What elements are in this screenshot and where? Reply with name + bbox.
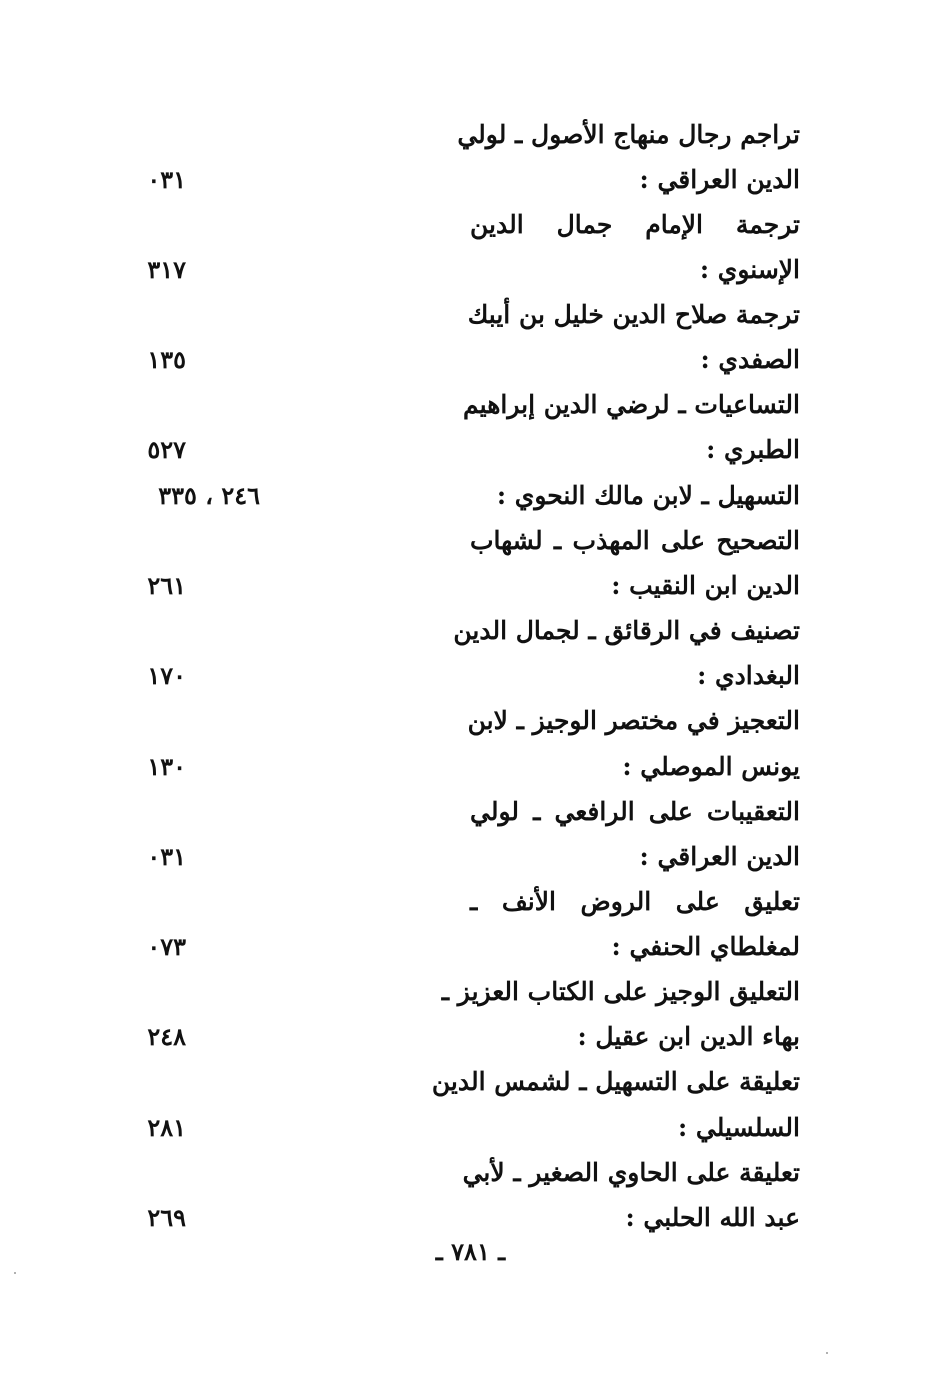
index-entry-line <box>0 790 941 834</box>
index-entry-line <box>0 925 941 969</box>
entry-title: لمغلطاي الحنفي : <box>611 932 800 961</box>
entry-title: البغدادي : <box>697 661 800 690</box>
entry-title: الدين العراقي : <box>639 165 800 194</box>
index-entry-line <box>0 609 941 653</box>
entry-title: التعجيز في مختصر الوجيز ـ لابن <box>467 706 800 735</box>
page-number: ـ ٧٨١ ـ <box>435 1237 506 1266</box>
index-entry-line <box>0 970 941 1014</box>
entry-title: تعليقة على الحاوي الصغير ـ لأبي <box>462 1158 800 1187</box>
scan-speck <box>14 1272 16 1274</box>
entry-pages <box>120 519 186 563</box>
entry-title: الطبري : <box>706 435 800 464</box>
index-entry-line <box>0 835 941 879</box>
entry-pages <box>120 113 186 157</box>
index-entry-line <box>0 519 941 563</box>
entry-pages: ٠٧٣ <box>147 932 186 961</box>
index-entry-line <box>0 745 941 789</box>
entry-title: يونس الموصلي : <box>622 752 800 781</box>
index-entry-line <box>0 338 941 382</box>
index-entry-line <box>0 880 941 924</box>
index-entry-line <box>0 654 941 698</box>
entry-pages: ١٧٠ <box>147 661 186 690</box>
entry-pages <box>120 1060 186 1104</box>
entry-pages: ١٣٥ <box>147 345 186 374</box>
entry-title: عبد الله الحلبي : <box>625 1203 800 1232</box>
index-entry-line <box>0 158 941 202</box>
entry-title: بهاء الدين ابن عقيل : <box>577 1022 800 1051</box>
entry-pages: ٢٤٨ <box>147 1022 186 1051</box>
index-entry-line <box>0 699 941 743</box>
index-entry-line <box>0 1106 941 1150</box>
entry-pages <box>120 609 186 653</box>
index-entry-line <box>0 428 941 472</box>
entry-title: التساعيات ـ لرضي الدين إبراهيم <box>463 390 800 419</box>
entry-pages: ٢٤٦ ، ٣٣٥ <box>158 481 260 510</box>
entry-pages: ٥٢٧ <box>147 435 186 464</box>
entry-title: تصنيف في الرقائق ـ لجمال الدين <box>453 616 800 645</box>
entry-title: الصفدي : <box>700 345 800 374</box>
index-entry-line <box>0 248 941 292</box>
entry-pages: ٠٣١ <box>147 165 186 194</box>
entry-pages <box>120 1151 186 1195</box>
entry-title: الدين العراقي : <box>639 842 800 871</box>
entry-title: تعليق على الروض الأنف ـ <box>470 887 800 916</box>
index-entry-line <box>0 564 941 608</box>
entry-title: تراجم رجال منهاج الأصول ـ لولي <box>457 120 800 149</box>
index-entry-line <box>0 1151 941 1195</box>
entry-pages <box>120 383 186 427</box>
entry-pages <box>120 699 186 743</box>
entry-pages: ٢٦١ <box>147 571 186 600</box>
entry-title: التعليق الوجيز على الكتاب العزيز ـ <box>441 977 800 1006</box>
entry-pages <box>120 970 186 1014</box>
entry-title: السلسيلي : <box>677 1113 800 1142</box>
entry-title: الدين ابن النقيب : <box>611 571 800 600</box>
entry-pages: ٢٦٩ <box>147 1203 186 1232</box>
entry-title: التصحيح على المهذب ـ لشهاب <box>470 526 800 555</box>
entry-title: التسهيل ـ لابن مالك النحوي : <box>496 481 800 510</box>
entry-pages: ٢٨١ <box>147 1113 186 1142</box>
entry-pages <box>120 880 186 924</box>
index-entry-line <box>0 203 941 247</box>
scan-speck <box>826 1352 828 1354</box>
entry-title: تعليقة على التسهيل ـ لشمس الدين <box>431 1067 800 1096</box>
entry-pages <box>120 203 186 247</box>
index-entry-line <box>0 383 941 427</box>
entry-pages: ٠٣١ <box>147 842 186 871</box>
index-entry-line <box>0 293 941 337</box>
entry-pages: ١٣٠ <box>147 752 186 781</box>
entry-title: ترجمة الإمام جمال الدين <box>470 210 800 239</box>
entry-pages <box>120 790 186 834</box>
entry-title: ترجمة صلاح الدين خليل بن أيبك <box>467 300 800 329</box>
entry-title: الإسنوي : <box>699 255 800 284</box>
index-entry-line <box>0 474 941 518</box>
entry-pages: ٣١٧ <box>147 255 186 284</box>
index-entry-line <box>0 1015 941 1059</box>
index-entry-line <box>0 1060 941 1104</box>
entry-title: التعقيبات على الرافعي ـ لولي <box>470 797 800 826</box>
index-entry-line <box>0 113 941 157</box>
entry-pages <box>120 293 186 337</box>
